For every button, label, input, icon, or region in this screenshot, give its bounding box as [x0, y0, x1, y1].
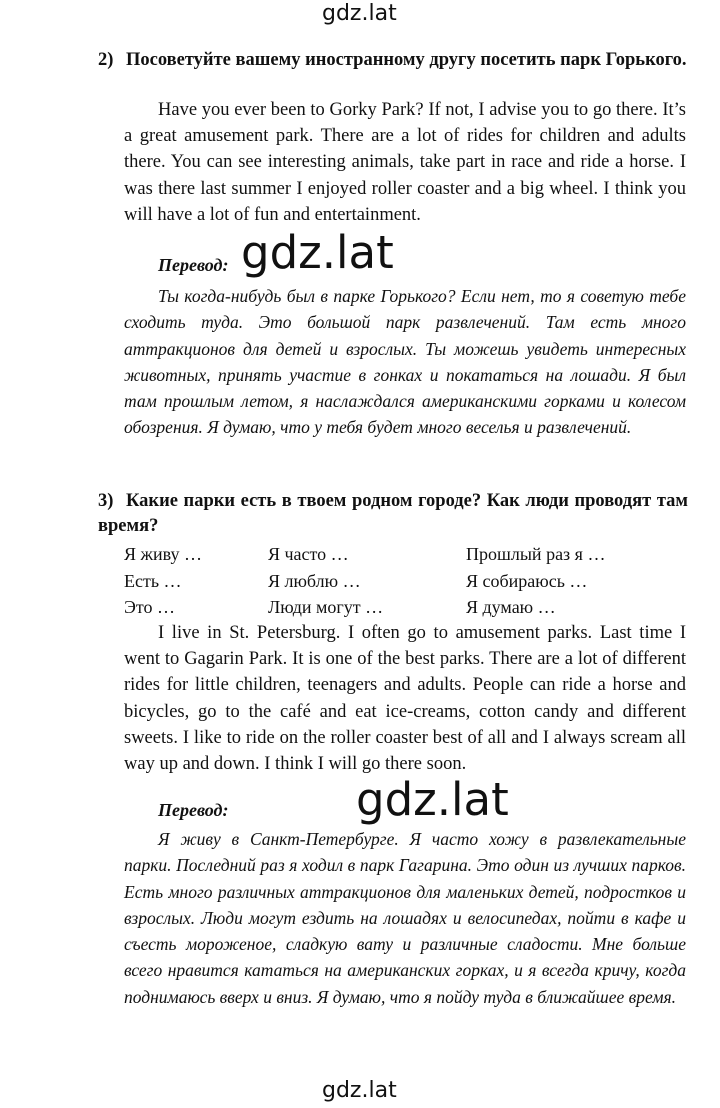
task-2-translation-text: Ты когда-нибудь был в парке Горького? Если нет, то я советую тебе сходить туда. Это большой парк развлечений. Там есть много аттракционов для детей и взрослых. Ты можешь увидеть интересных животных, принять участие в гонках и покататься на лошади. Я был там прошлым летом, я наслаждался американскими горками и колесом обозрения. Я думаю, что у тебя будет много веселья и развлечений. [124, 286, 686, 438]
prompt-cell: Я собираюсь … [466, 570, 588, 591]
task-2-question: Посоветуйте вашему иностранному другу посетить парк Горького. [126, 50, 687, 70]
task-3-title [98, 489, 688, 539]
task-3-number: 3) [98, 491, 114, 511]
task-2-translation-label: Перевод: [158, 255, 229, 275]
prompt-row [124, 568, 684, 595]
prompt-row [124, 541, 684, 568]
prompt-cell: Прошлый раз я … [466, 544, 606, 564]
prompt-cell: Я люблю … [268, 570, 361, 591]
watermark-middle-2: gdz.lat [356, 773, 509, 826]
prompt-cell: Это … [124, 597, 176, 617]
task-3-translation-label: Перевод: [158, 800, 229, 820]
watermark-middle-1: gdz.lat [241, 226, 394, 279]
prompt-row [124, 594, 684, 621]
task-3-prompt-table [124, 541, 684, 621]
watermark-bottom: gdz.lat [322, 1078, 397, 1103]
task-3-question: Какие парки есть в твоем родном городе? Как люди проводят там время? [98, 491, 688, 536]
prompt-cell: Я думаю … [466, 597, 556, 617]
prompt-cell: Я живу … [124, 544, 202, 564]
task-2-title [98, 48, 688, 73]
task-3-answer-text: I live in St. Petersburg. I often go to amusement parks. Last time I went to Gagarin Park. It is one of the best parks. There are a lot of different rides for little children, teenagers and adults. People can ride a horse and bicycles, go to the café and eat ice-creams, cotton candy and different sweets. I like to ride on the roller coaster best of all and I always scream all way up and down. I think I will go there soon. [124, 623, 686, 775]
task-2-number: 2) [98, 50, 114, 70]
prompt-cell: Я часто … [268, 544, 349, 564]
prompt-cell: Люди могут … [268, 597, 384, 617]
task-3-translation-text: Я живу в Санкт-Петербурге. Я часто хожу в развлекательные парки. Последний раз я ходил в парк Гагарина. Это один из лучших парков. Есть много различных аттракционов для маленьких детей, подростков и взрослых. Люди могут ездить на лошадях и велосипедах, пойти в кафе и съесть мороженое, сладкую вату и различные сладости. Мне больше всего нравится кататься на американских горках, и я всегда кричу, когда поднимаюсь вверх и вниз. Я думаю, что я пойду туда в ближайшее время. [124, 829, 686, 1007]
watermark-top: gdz.lat [322, 1, 397, 26]
prompt-cell: Есть … [124, 570, 182, 591]
task-2-answer-text: Have you ever been to Gorky Park? If not, I advise you to go there. It’s a great amusement park. There are a lot of rides for children and adults there. You can see interesting animals, take part in race and ride a horse. I was there last summer I enjoyed roller coaster and a big wheel. I think you will have a lot of fun and entertainment. [124, 100, 686, 225]
